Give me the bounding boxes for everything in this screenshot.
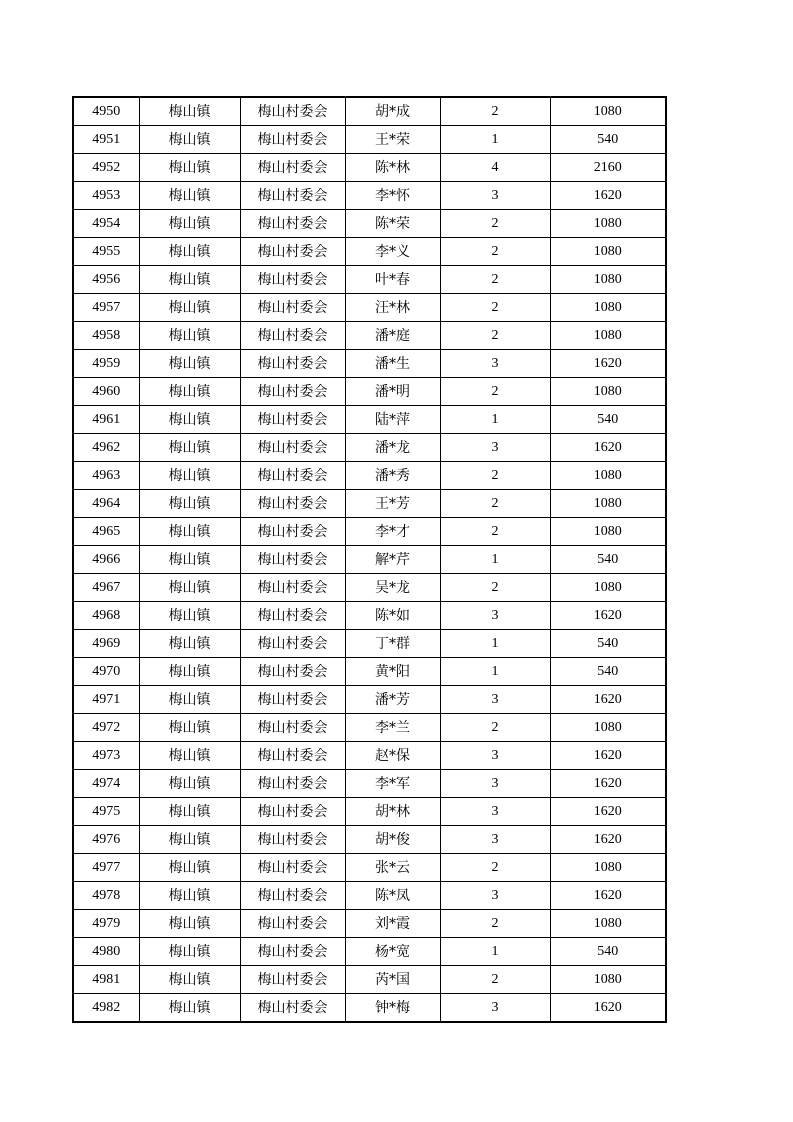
cell-town: 梅山镇 [139, 126, 240, 154]
cell-serial-number: 4978 [73, 882, 139, 910]
cell-amount: 1620 [550, 826, 666, 854]
cell-town: 梅山镇 [139, 434, 240, 462]
cell-amount: 1080 [550, 714, 666, 742]
cell-amount: 1080 [550, 238, 666, 266]
cell-town: 梅山镇 [139, 742, 240, 770]
table-row [73, 938, 666, 966]
cell-household-count: 3 [440, 350, 550, 378]
cell-amount: 1080 [550, 322, 666, 350]
cell-person-name: 李*义 [345, 238, 440, 266]
cell-household-count: 2 [440, 574, 550, 602]
cell-town: 梅山镇 [139, 97, 240, 126]
cell-village-committee: 梅山村委会 [240, 630, 345, 658]
cell-person-name: 杨*宽 [345, 938, 440, 966]
table-row [73, 238, 666, 266]
cell-person-name: 赵*保 [345, 742, 440, 770]
cell-serial-number: 4980 [73, 938, 139, 966]
cell-household-count: 2 [440, 97, 550, 126]
cell-household-count: 3 [440, 602, 550, 630]
cell-village-committee: 梅山村委会 [240, 434, 345, 462]
cell-town: 梅山镇 [139, 546, 240, 574]
cell-town: 梅山镇 [139, 294, 240, 322]
cell-town: 梅山镇 [139, 182, 240, 210]
cell-amount: 540 [550, 406, 666, 434]
cell-town: 梅山镇 [139, 798, 240, 826]
cell-serial-number: 4964 [73, 490, 139, 518]
cell-serial-number: 4967 [73, 574, 139, 602]
cell-person-name: 王*荣 [345, 126, 440, 154]
cell-village-committee: 梅山村委会 [240, 294, 345, 322]
cell-town: 梅山镇 [139, 854, 240, 882]
table-row [73, 882, 666, 910]
table-row [73, 686, 666, 714]
cell-village-committee: 梅山村委会 [240, 154, 345, 182]
cell-village-committee: 梅山村委会 [240, 97, 345, 126]
cell-household-count: 1 [440, 126, 550, 154]
cell-village-committee: 梅山村委会 [240, 742, 345, 770]
table-row [73, 490, 666, 518]
cell-town: 梅山镇 [139, 154, 240, 182]
table-row [73, 826, 666, 854]
table-row [73, 714, 666, 742]
cell-village-committee: 梅山村委会 [240, 238, 345, 266]
records-body [73, 97, 666, 1022]
cell-town: 梅山镇 [139, 462, 240, 490]
cell-person-name: 刘*霞 [345, 910, 440, 938]
table-row [73, 182, 666, 210]
cell-village-committee: 梅山村委会 [240, 322, 345, 350]
cell-person-name: 陈*如 [345, 602, 440, 630]
table-row [73, 266, 666, 294]
cell-person-name: 陆*萍 [345, 406, 440, 434]
table-row [73, 518, 666, 546]
cell-amount: 1080 [550, 97, 666, 126]
cell-village-committee: 梅山村委会 [240, 546, 345, 574]
cell-person-name: 叶*春 [345, 266, 440, 294]
cell-amount: 1620 [550, 602, 666, 630]
cell-serial-number: 4965 [73, 518, 139, 546]
cell-village-committee: 梅山村委会 [240, 490, 345, 518]
table-row [73, 210, 666, 238]
cell-serial-number: 4971 [73, 686, 139, 714]
cell-serial-number: 4977 [73, 854, 139, 882]
cell-town: 梅山镇 [139, 238, 240, 266]
cell-town: 梅山镇 [139, 574, 240, 602]
cell-town: 梅山镇 [139, 266, 240, 294]
table-row [73, 154, 666, 182]
cell-serial-number: 4959 [73, 350, 139, 378]
cell-person-name: 李*兰 [345, 714, 440, 742]
table-row [73, 994, 666, 1023]
table-row [73, 462, 666, 490]
cell-town: 梅山镇 [139, 322, 240, 350]
table-row [73, 630, 666, 658]
cell-village-committee: 梅山村委会 [240, 798, 345, 826]
cell-amount: 1080 [550, 910, 666, 938]
cell-household-count: 1 [440, 938, 550, 966]
cell-person-name: 潘*明 [345, 378, 440, 406]
cell-town: 梅山镇 [139, 686, 240, 714]
cell-household-count: 2 [440, 966, 550, 994]
cell-person-name: 潘*庭 [345, 322, 440, 350]
cell-amount: 1080 [550, 378, 666, 406]
cell-town: 梅山镇 [139, 966, 240, 994]
table-row [73, 910, 666, 938]
cell-village-committee: 梅山村委会 [240, 406, 345, 434]
cell-town: 梅山镇 [139, 406, 240, 434]
cell-village-committee: 梅山村委会 [240, 518, 345, 546]
cell-village-committee: 梅山村委会 [240, 770, 345, 798]
cell-village-committee: 梅山村委会 [240, 658, 345, 686]
cell-amount: 1620 [550, 686, 666, 714]
cell-amount: 540 [550, 126, 666, 154]
cell-town: 梅山镇 [139, 518, 240, 546]
cell-person-name: 吴*龙 [345, 574, 440, 602]
table-row [73, 574, 666, 602]
table-row [73, 658, 666, 686]
cell-serial-number: 4958 [73, 322, 139, 350]
cell-village-committee: 梅山村委会 [240, 266, 345, 294]
cell-household-count: 2 [440, 266, 550, 294]
table-row [73, 966, 666, 994]
cell-person-name: 李*才 [345, 518, 440, 546]
cell-household-count: 1 [440, 658, 550, 686]
cell-person-name: 丁*群 [345, 630, 440, 658]
cell-person-name: 潘*生 [345, 350, 440, 378]
cell-serial-number: 4974 [73, 770, 139, 798]
cell-village-committee: 梅山村委会 [240, 574, 345, 602]
cell-household-count: 3 [440, 994, 550, 1023]
cell-serial-number: 4961 [73, 406, 139, 434]
cell-amount: 1620 [550, 182, 666, 210]
table-row [73, 602, 666, 630]
cell-serial-number: 4970 [73, 658, 139, 686]
cell-town: 梅山镇 [139, 714, 240, 742]
cell-amount: 2160 [550, 154, 666, 182]
cell-amount: 1080 [550, 210, 666, 238]
cell-town: 梅山镇 [139, 938, 240, 966]
table-row [73, 742, 666, 770]
cell-amount: 540 [550, 658, 666, 686]
cell-village-committee: 梅山村委会 [240, 966, 345, 994]
cell-person-name: 潘*秀 [345, 462, 440, 490]
cell-amount: 1620 [550, 742, 666, 770]
cell-household-count: 2 [440, 518, 550, 546]
table-row [73, 770, 666, 798]
cell-serial-number: 4968 [73, 602, 139, 630]
cell-person-name: 钟*梅 [345, 994, 440, 1023]
cell-serial-number: 4953 [73, 182, 139, 210]
cell-household-count: 2 [440, 910, 550, 938]
cell-amount: 1080 [550, 966, 666, 994]
cell-person-name: 胡*成 [345, 97, 440, 126]
cell-person-name: 潘*芳 [345, 686, 440, 714]
cell-household-count: 2 [440, 490, 550, 518]
table-row [73, 406, 666, 434]
cell-household-count: 3 [440, 798, 550, 826]
cell-town: 梅山镇 [139, 770, 240, 798]
table-row [73, 350, 666, 378]
cell-village-committee: 梅山村委会 [240, 994, 345, 1023]
table-row [73, 322, 666, 350]
cell-village-committee: 梅山村委会 [240, 210, 345, 238]
cell-person-name: 王*芳 [345, 490, 440, 518]
cell-amount: 1080 [550, 490, 666, 518]
cell-household-count: 1 [440, 630, 550, 658]
cell-household-count: 3 [440, 742, 550, 770]
cell-village-committee: 梅山村委会 [240, 854, 345, 882]
cell-town: 梅山镇 [139, 490, 240, 518]
cell-serial-number: 4973 [73, 742, 139, 770]
table-row [73, 798, 666, 826]
cell-amount: 1620 [550, 434, 666, 462]
cell-amount: 540 [550, 938, 666, 966]
cell-person-name: 陈*荣 [345, 210, 440, 238]
cell-person-name: 李*军 [345, 770, 440, 798]
cell-serial-number: 4975 [73, 798, 139, 826]
cell-town: 梅山镇 [139, 210, 240, 238]
cell-household-count: 3 [440, 182, 550, 210]
cell-village-committee: 梅山村委会 [240, 182, 345, 210]
cell-serial-number: 4951 [73, 126, 139, 154]
cell-serial-number: 4950 [73, 97, 139, 126]
cell-amount: 1080 [550, 518, 666, 546]
cell-amount: 1080 [550, 854, 666, 882]
cell-town: 梅山镇 [139, 350, 240, 378]
table-row [73, 126, 666, 154]
cell-amount: 1080 [550, 574, 666, 602]
cell-household-count: 2 [440, 238, 550, 266]
cell-town: 梅山镇 [139, 994, 240, 1023]
table-row [73, 546, 666, 574]
cell-serial-number: 4962 [73, 434, 139, 462]
cell-person-name: 陈*凤 [345, 882, 440, 910]
table-row [73, 97, 666, 126]
cell-household-count: 3 [440, 686, 550, 714]
cell-person-name: 潘*龙 [345, 434, 440, 462]
cell-household-count: 2 [440, 462, 550, 490]
cell-person-name: 黄*阳 [345, 658, 440, 686]
cell-village-committee: 梅山村委会 [240, 938, 345, 966]
cell-serial-number: 4957 [73, 294, 139, 322]
cell-amount: 1620 [550, 350, 666, 378]
cell-household-count: 2 [440, 854, 550, 882]
cell-village-committee: 梅山村委会 [240, 126, 345, 154]
cell-serial-number: 4952 [73, 154, 139, 182]
cell-household-count: 2 [440, 378, 550, 406]
cell-person-name: 李*怀 [345, 182, 440, 210]
cell-person-name: 胡*俊 [345, 826, 440, 854]
cell-serial-number: 4981 [73, 966, 139, 994]
cell-household-count: 3 [440, 826, 550, 854]
cell-village-committee: 梅山村委会 [240, 714, 345, 742]
cell-village-committee: 梅山村委会 [240, 462, 345, 490]
cell-household-count: 1 [440, 406, 550, 434]
cell-serial-number: 4979 [73, 910, 139, 938]
cell-person-name: 陈*林 [345, 154, 440, 182]
table-row [73, 378, 666, 406]
cell-serial-number: 4960 [73, 378, 139, 406]
cell-village-committee: 梅山村委会 [240, 378, 345, 406]
cell-serial-number: 4963 [73, 462, 139, 490]
table-row [73, 854, 666, 882]
cell-amount: 1620 [550, 770, 666, 798]
cell-household-count: 2 [440, 714, 550, 742]
table-row [73, 294, 666, 322]
cell-town: 梅山镇 [139, 602, 240, 630]
cell-serial-number: 4972 [73, 714, 139, 742]
cell-town: 梅山镇 [139, 658, 240, 686]
cell-serial-number: 4969 [73, 630, 139, 658]
cell-town: 梅山镇 [139, 826, 240, 854]
cell-town: 梅山镇 [139, 378, 240, 406]
cell-town: 梅山镇 [139, 630, 240, 658]
cell-household-count: 3 [440, 434, 550, 462]
cell-village-committee: 梅山村委会 [240, 882, 345, 910]
cell-amount: 1620 [550, 798, 666, 826]
cell-serial-number: 4955 [73, 238, 139, 266]
cell-village-committee: 梅山村委会 [240, 686, 345, 714]
cell-household-count: 2 [440, 210, 550, 238]
cell-amount: 1080 [550, 266, 666, 294]
table-row [73, 434, 666, 462]
cell-amount: 540 [550, 546, 666, 574]
cell-amount: 1080 [550, 294, 666, 322]
cell-village-committee: 梅山村委会 [240, 826, 345, 854]
cell-serial-number: 4966 [73, 546, 139, 574]
cell-person-name: 芮*国 [345, 966, 440, 994]
cell-household-count: 3 [440, 882, 550, 910]
cell-serial-number: 4976 [73, 826, 139, 854]
cell-village-committee: 梅山村委会 [240, 910, 345, 938]
cell-household-count: 1 [440, 546, 550, 574]
cell-village-committee: 梅山村委会 [240, 602, 345, 630]
cell-amount: 1080 [550, 462, 666, 490]
cell-household-count: 3 [440, 770, 550, 798]
cell-person-name: 解*芹 [345, 546, 440, 574]
cell-village-committee: 梅山村委会 [240, 350, 345, 378]
cell-person-name: 胡*林 [345, 798, 440, 826]
cell-serial-number: 4982 [73, 994, 139, 1023]
cell-household-count: 2 [440, 322, 550, 350]
cell-amount: 540 [550, 630, 666, 658]
cell-person-name: 汪*林 [345, 294, 440, 322]
records-table [72, 96, 667, 1023]
cell-amount: 1620 [550, 882, 666, 910]
cell-household-count: 2 [440, 294, 550, 322]
cell-serial-number: 4956 [73, 266, 139, 294]
cell-serial-number: 4954 [73, 210, 139, 238]
cell-town: 梅山镇 [139, 910, 240, 938]
cell-amount: 1620 [550, 994, 666, 1023]
cell-town: 梅山镇 [139, 882, 240, 910]
cell-household-count: 4 [440, 154, 550, 182]
cell-person-name: 张*云 [345, 854, 440, 882]
